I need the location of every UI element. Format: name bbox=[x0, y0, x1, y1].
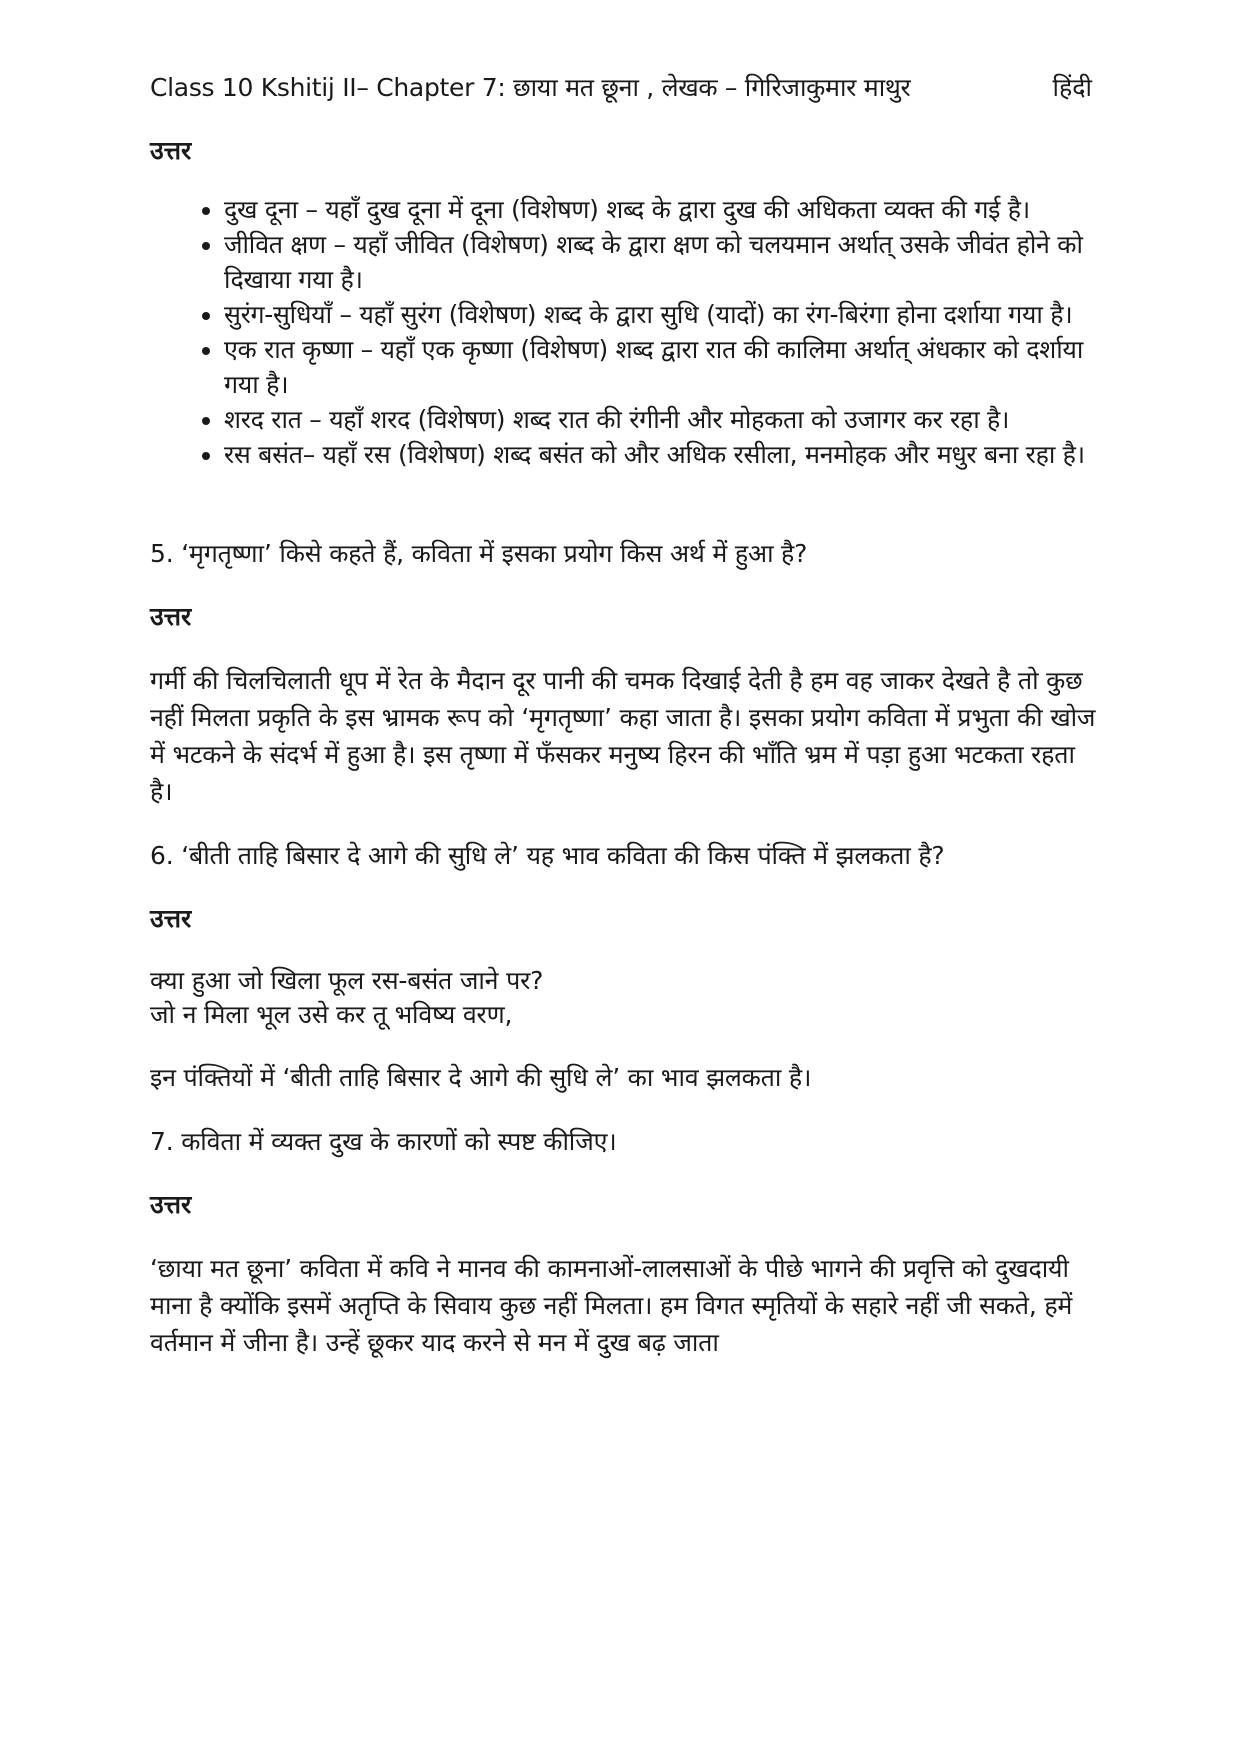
document-page bbox=[150, 70, 1100, 1361]
list-item: • जीवित क्षण – यहाँ जीवित (विशेषण) शब्द के द्वारा क्षण को चलयमान अर्थात् उसके जीवंत होने को दिखाया गया है। bbox=[224, 227, 1100, 297]
page-header bbox=[150, 70, 1100, 106]
answer-heading-q5: उत्तर bbox=[150, 602, 192, 631]
list-item: • रस बसंत– यहाँ रस (विशेषण) शब्द बसंत को और अधिक रसीला, मनमोहक और मधुर बना रहा है। bbox=[224, 437, 1100, 472]
question-7: 7. कविता में व्यक्त दुख के कारणों को स्पष्ट कीजिए। bbox=[150, 1127, 617, 1156]
q4-answer-list bbox=[150, 192, 1100, 472]
header-subject: हिंदी bbox=[1052, 73, 1092, 102]
header-chapter-title: Class 10 Kshitij II– Chapter 7: छाया मत छूना , लेखक – गिरिजाकुमार माथुर bbox=[150, 73, 911, 102]
answer-text-q6: इन पंक्तियों में ‘बीती ताहि बिसार दे आगे की सुधि ले’ का भाव झलकता है। bbox=[150, 1063, 812, 1092]
list-item: • दुख दूना – यहाँ दुख दूना में दूना (विशेषण) शब्द के द्वारा दुख की अधिकता व्यक्त की गई है। bbox=[224, 192, 1100, 227]
list-item: • सुरंग-सुधियाँ – यहाँ सुरंग (विशेषण) शब्द के द्वारा सुधि (यादों) का रंग-बिरंगा होना दर्शाया गया है। bbox=[224, 297, 1100, 332]
answer-text-q5: गर्मी की चिलचिलाती धूप में रेत के मैदान दूर पानी की चमक दिखाई देती है हम वह जाकर देखते है तो कुछ नहीं मिलता प्रकृति के इस भ्रामक रूप को ‘मृगतृष्णा’ कहा जाता है। इसका प्रयोग कविता में प्रभुता की खोज में भटकने के संदर्भ में हुआ है। इस तृष्णा में फँसकर मनुष्य हिरन की भाँति भ्रम में पड़ा हुआ भटकता रहता है। bbox=[150, 666, 1096, 806]
poem-line-2: जो न मिला भूल उसे कर तू भविष्य वरण, bbox=[150, 1000, 513, 1029]
list-item: • शरद रात – यहाँ शरद (विशेषण) शब्द रात की रंगीनी और मोहकता को उजागर कर रहा है। bbox=[224, 402, 1100, 437]
question-5: 5. ‘मृगतृष्णा’ किसे कहते हैं, कविता में इसका प्रयोग किस अर्थ में हुआ है? bbox=[150, 539, 808, 568]
poem-line-1: क्या हुआ जो खिला फूल रस-बसंत जाने पर? bbox=[150, 966, 544, 995]
question-6: 6. ‘बीती ताहि बिसार दे आगे की सुधि ले’ यह भाव कविता की किस पंक्ति में झलकता है? bbox=[150, 841, 945, 870]
answer-heading-q7: उत्तर bbox=[150, 1190, 192, 1219]
answer-heading-q4: उत्तर bbox=[150, 136, 192, 165]
answer-text-q7: ‘छाया मत छूना’ कविता में कवि ने मानव की कामनाओं-लालसाओं के पीछे भागने की प्रवृत्ति को दुखदायी माना है क्योंकि इसमें अतृप्ति के सिवाय कुछ नहीं मिलता। हम विगत स्मृतियों के सहारे नहीं जी सकते, हमें वर्तमान में जीना है। उन्हें छूकर याद करने से मन में दुख बढ़ जाता bbox=[150, 1254, 1073, 1357]
answer-heading-q6: उत्तर bbox=[150, 904, 192, 933]
list-item: • एक रात कृष्णा – यहाँ एक कृष्णा (विशेषण) शब्द द्वारा रात की कालिमा अर्थात् अंधकार को दर्शाया गया है। bbox=[224, 332, 1100, 402]
